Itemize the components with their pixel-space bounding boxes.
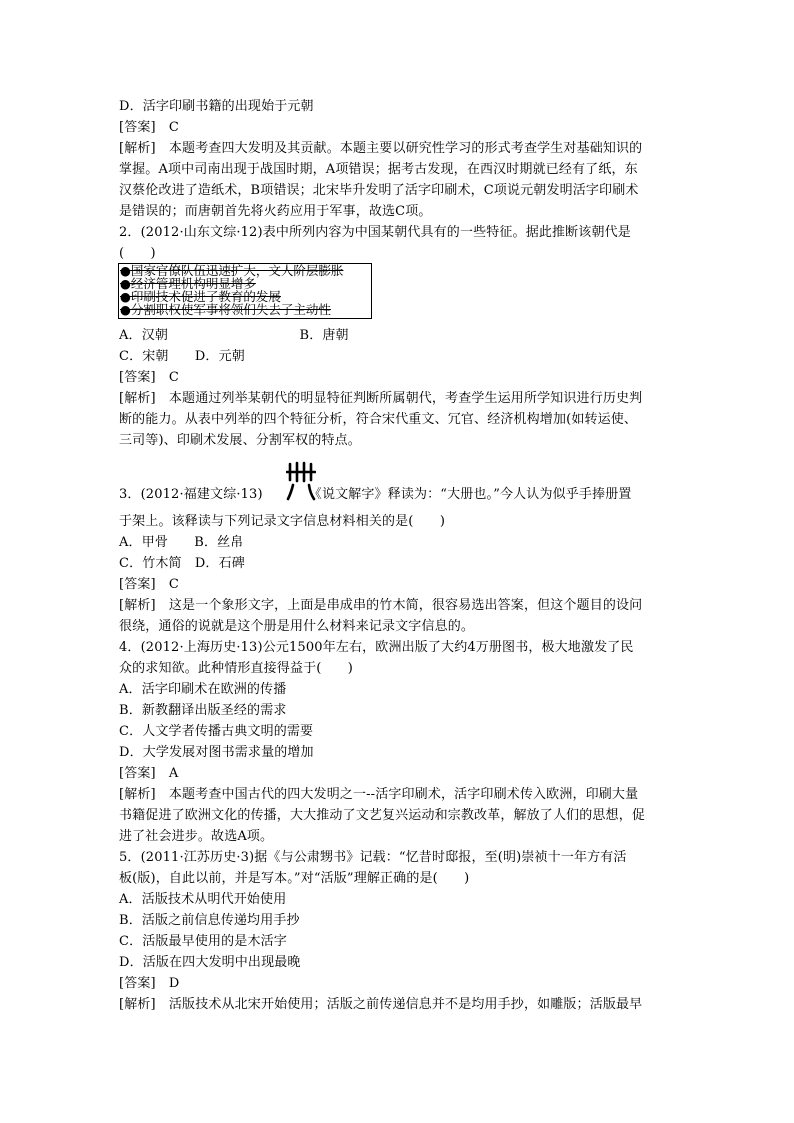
table-row: ●国家官僚队伍迅速扩大，文人阶层膨胀 [120, 263, 344, 278]
text-line-28: [答案] A [119, 766, 179, 781]
text-line-34: A．活版技术从明代开始使用 [119, 892, 287, 907]
table-row: ●经济管理机构明显增多 [120, 276, 256, 291]
text-line-33: 板(版)，自此以前，并是写本。”对“活版”理解正确的是( ) [119, 871, 470, 886]
text-line-1: D．活字印刷书籍的出现始于元朝 [119, 99, 314, 114]
text-line-32: 5．(2011·江苏历史·3)据《与公肃甥书》记载：“忆昔时邸报，至(明)崇祯十一年方有活 [119, 850, 627, 865]
text-line-3: [解析] 本题考查四大发明及其贡献。本题主要以研究性学习的形式考查学生对基础知识的 [119, 141, 643, 156]
text-line-38: [答案] D [119, 976, 180, 991]
text-line-12: [解析] 本题通过列举某朝代的明显特征判断所属朝代，考查学生运用所学知识进行历史判 [119, 391, 643, 406]
text-line-14: 三司等)、印刷术发展、分割军权的特点。 [119, 433, 361, 448]
text-line-31: 进了社会进步。故选A项。 [119, 829, 274, 844]
table-row: ●分割职权使军事将领们失去了主动性 [120, 302, 331, 317]
text-line-29: [解析] 本题考查中国古代的四大发明之一--活字印刷术，活字印刷术传入欧洲，印刷大量 [119, 787, 639, 802]
table-row: ●印刷技术促进了教育的发展 [120, 289, 281, 304]
feature-table [118, 263, 372, 319]
text-line-6: 是错误的；而唐朝首先将火药应用于军事，故选C项。 [119, 204, 432, 219]
text-line-24: A．活字印刷术在欧洲的传播 [119, 682, 287, 697]
text-line-39: [解析] 活版技术从北宋开始使用；活版之前传递信息并不是均用手抄，如雕版；活版最早 [119, 997, 643, 1012]
text-line-11: [答案] C [119, 370, 179, 385]
text-line-19: [答案] C [119, 577, 179, 592]
text-line-7: 2．(2012·山东文综·12)表中所列内容为中国某朝代具有的一些特征。据此推断该朝代是 [119, 225, 631, 240]
text-line-30: 书籍促进了欧洲文化的传播，大大推动了文艺复兴运动和宗教改革，解放了人们的思想，促 [119, 808, 646, 823]
text-line-15: 3．(2012·福建文综·13) 《说文解字》释读为：“大册也。”今人认为似乎手捧册置 [119, 487, 632, 502]
text-line-16: 于架上。该释读与下列记录文字信息材料相关的是( ) [119, 514, 446, 529]
text-line-2: [答案] C [119, 120, 179, 135]
text-line-37: D．活版在四大发明中出现最晚 [119, 955, 301, 970]
text-line-4: 掌握。A项中司南出现于战国时期，A项错误；据考古发现，在西汉时期就已经有了纸，东 [119, 162, 638, 177]
text-line-27: D．大学发展对图书需求量的增加 [119, 745, 314, 760]
text-line-36: C．活版最早使用的是木活字 [119, 934, 287, 949]
text-line-35: B．活版之前信息传递均用手抄 [119, 913, 300, 928]
text-line-8: ( ) [119, 246, 156, 261]
text-line-9: A．汉朝 B．唐朝 [119, 328, 349, 343]
text-line-26: C．人文学者传播古典文明的需要 [119, 724, 314, 739]
text-line-22: 4．(2012·上海历史·13)公元1500年左右，欧洲出版了大约4万册图书，极大地激发了民 [119, 640, 634, 655]
text-line-23: 众的求知欲。此种情形直接得益于( ) [119, 661, 353, 676]
text-line-10: C．宋朝 D．元朝 [119, 349, 245, 364]
text-line-20: [解析] 这是一个象形文字，上面是串成串的竹木简，很容易选出答案，但这个题目的设问 [119, 598, 643, 613]
text-line-25: B．新教翻译出版圣经的需求 [119, 703, 287, 718]
text-line-17: A．甲骨 B．丝帛 [119, 535, 244, 550]
text-line-5: 汉蔡伦改进了造纸术，B项错误；北宋毕升发明了活字印刷术，C项说元朝发明活字印刷术 [119, 183, 639, 198]
text-line-21: 很绕，通俗的说就是这个册是用什么材料来记录文字信息的。 [119, 619, 475, 634]
text-line-13: 断的能力。从表中列举的四个特征分析，符合宋代重文、冗官、经济机构增加(如转运使、 [119, 412, 638, 427]
text-line-18: C．竹木简 D．石碑 [119, 556, 245, 571]
